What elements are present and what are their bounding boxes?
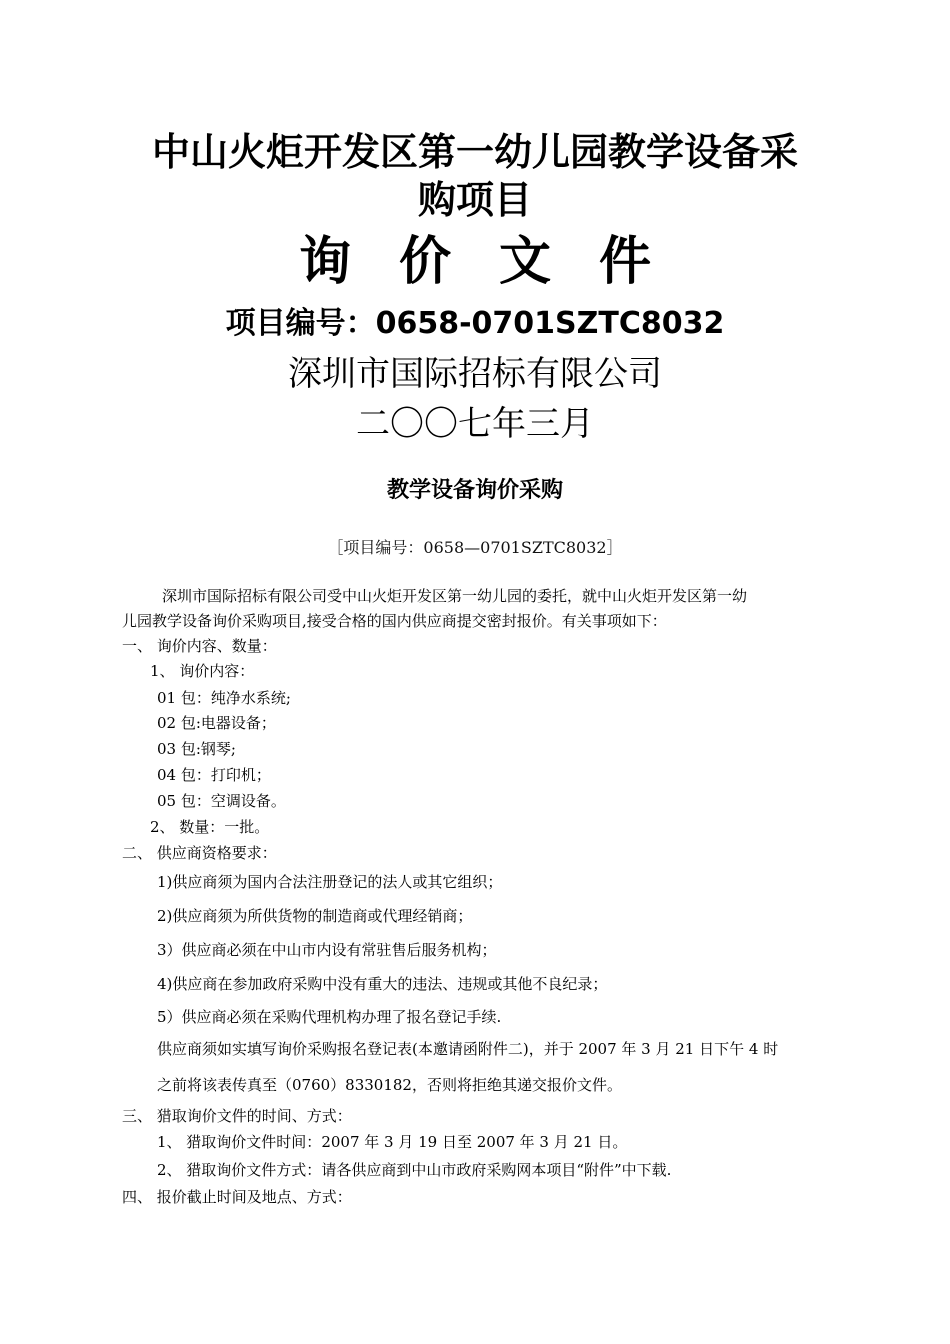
requirement-note-line-2: 之前将该表传真至（0760）8330182，否则将拒绝其递交报价文件。	[157, 1076, 622, 1094]
section-3-item-2: 2、 猎取询价文件方式：请各供应商到中山市政府采购网本项目“附件”中下载.	[157, 1161, 672, 1179]
package-item: 03 包:钢琴;	[157, 740, 236, 758]
cover-doc-type: 询价文件	[298, 232, 699, 292]
cover-project-number: 项目编号：0658-0701SZTC8032	[225, 306, 725, 341]
section-4-title: 四、 报价截止时间及地点、方式：	[122, 1188, 352, 1206]
cover-date: 二〇〇七年三月	[356, 404, 594, 444]
section-2-title: 二、 供应商资格要求：	[122, 844, 277, 862]
package-item: 05 包：空调设备。	[157, 792, 286, 810]
package-item: 04 包：打印机；	[157, 766, 271, 784]
notice-project-number: ［项目编号：0658—0701SZTC8032］	[327, 538, 623, 557]
section-1-title: 一、 询价内容、数量：	[122, 637, 277, 655]
requirement-item: 5）供应商必须在采购代理机构办理了报名登记手续.	[157, 1008, 502, 1026]
cover-agency: 深圳市国际招标有限公司	[288, 354, 662, 394]
package-item: 01 包：纯净水系统;	[157, 689, 291, 707]
requirement-item: 2)供应商须为所供货物的制造商或代理经销商；	[157, 907, 473, 925]
requirement-item: 1)供应商须为国内合法注册登记的法人或其它组织；	[157, 873, 503, 891]
cover-title-line1: 中山火炬开发区第一幼儿园教学设备采	[151, 130, 798, 174]
intro-line-2: 儿园教学设备询价采购项目,接受合格的国内供应商提交密封报价。有关事项如下：	[122, 612, 667, 630]
intro-line-1: 深圳市国际招标有限公司受中山火炬开发区第一幼儿园的委托，就中山火炬开发区第一幼	[162, 587, 748, 605]
requirement-note-line-1: 供应商须如实填写询价采购报名登记表(本邀请函附件二)，并于 2007 年 3 月 21 日下午 4 时	[157, 1040, 779, 1058]
section-3-title: 三、 猎取询价文件的时间、方式：	[122, 1107, 352, 1125]
requirement-item: 3）供应商必须在中山市内设有常驻售后服务机构；	[157, 941, 497, 959]
package-item: 02 包:电器设备；	[157, 714, 276, 732]
section-1-sub2: 2、 数量：一批。	[150, 818, 270, 836]
notice-heading: 教学设备询价采购	[386, 477, 563, 503]
section-3-item-1: 1、 猎取询价文件时间：2007 年 3 月 19 日至 2007 年 3 月 21 日。	[157, 1133, 628, 1151]
section-1-sub1: 1、 询价内容：	[150, 662, 255, 680]
requirement-item: 4)供应商在参加政府采购中没有重大的违法、违规或其他不良纪录；	[157, 975, 608, 993]
cover-title-line2: 购项目	[417, 178, 532, 222]
